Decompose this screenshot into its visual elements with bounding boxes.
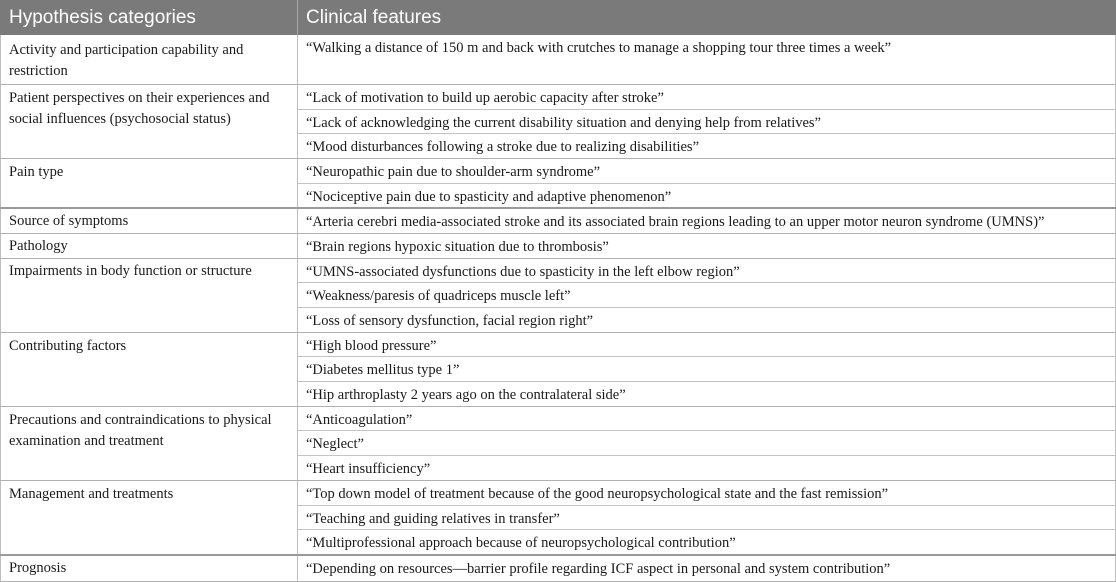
feature-cell [298, 506, 1116, 530]
feature-cell [298, 431, 1116, 456]
feature-cell [298, 283, 1116, 308]
category-label: Precautions and contraindications to physical examination and treatment [9, 412, 272, 449]
table-header [0, 0, 1116, 35]
feature-text: “Lack of motivation to build up aerobic capacity after stroke” [306, 90, 664, 106]
header-clinical-features: Clinical features [306, 7, 442, 28]
feature-text: “Mood disturbances following a stroke due to realizing disabilities” [306, 139, 700, 155]
feature-text: “Depending on resources—barrier profile regarding ICF aspect in personal and system contribution” [306, 561, 891, 577]
feature-cell [298, 530, 1116, 555]
feature-cell [298, 184, 1116, 208]
header-divider [297, 0, 298, 35]
table-left-edge [0, 35, 1, 582]
header-hypothesis-categories: Hypothesis categories [9, 7, 196, 28]
feature-text: “Walking a distance of 150 m and back with crutches to manage a shopping tour three times a week” [306, 40, 892, 56]
feature-text: “Nociceptive pain due to spasticity and adaptive phenomenon” [306, 189, 672, 205]
feature-cell [298, 456, 1116, 481]
feature-cell [298, 333, 1116, 357]
feature-cell [298, 259, 1116, 283]
feature-cell [298, 407, 1116, 431]
category-label: Impairments in body function or structure [9, 263, 252, 279]
feature-text: “Neuropathic pain due to shoulder-arm syndrome” [306, 164, 601, 180]
feature-text: “Brain regions hypoxic situation due to thrombosis” [306, 239, 609, 255]
feature-cell [298, 308, 1116, 333]
category-label: Source of symptoms [9, 213, 129, 229]
category-label: Patient perspectives on their experiences and social influences (psychosocial status) [9, 90, 270, 127]
feature-text: “Neglect” [306, 436, 364, 452]
feature-cell [298, 234, 1116, 258]
feature-text: “Multiprofessional approach because of neuropsychological contribution” [306, 535, 736, 551]
feature-text: “Lack of acknowledging the current disability situation and denying help from relatives” [306, 115, 821, 131]
category-label: Activity and participation capability and restriction [9, 42, 244, 79]
feature-text: “High blood pressure” [306, 338, 437, 354]
feature-text: “Diabetes mellitus type 1” [306, 362, 460, 378]
feature-cell [298, 556, 1116, 582]
feature-cell [298, 209, 1116, 233]
feature-text: “Heart insufficiency” [306, 461, 431, 477]
feature-text: “Anticoagulation” [306, 412, 413, 428]
feature-text: “Hip arthroplasty 2 years ago on the contralateral side” [306, 387, 626, 403]
category-label: Management and treatments [9, 486, 174, 502]
feature-cell [298, 134, 1116, 159]
feature-text: “Loss of sensory dysfunction, facial region right” [306, 313, 594, 329]
feature-cell [298, 481, 1116, 506]
feature-text: “Top down model of treatment because of the good neuropsychological state and the fast remission” [306, 486, 889, 502]
feature-text: “Arteria cerebri media-associated stroke and its associated brain regions leading to an upper motor neuron syndrome (UMNS)” [306, 214, 1045, 230]
feature-cell [298, 110, 1116, 134]
category-label: Pain type [9, 164, 64, 180]
feature-cell [298, 382, 1116, 407]
category-label: Pathology [9, 238, 68, 254]
feature-cell [298, 85, 1116, 110]
category-label: Contributing factors [9, 338, 127, 354]
category-label: Prognosis [9, 560, 67, 576]
feature-cell [298, 159, 1116, 184]
feature-text: “Weakness/paresis of quadriceps muscle left” [306, 288, 571, 304]
feature-cell [298, 35, 1116, 85]
feature-text: “Teaching and guiding relatives in transfer” [306, 511, 560, 527]
feature-text: “UMNS-associated dysfunctions due to spasticity in the left elbow region” [306, 264, 740, 280]
feature-cell [298, 357, 1116, 382]
